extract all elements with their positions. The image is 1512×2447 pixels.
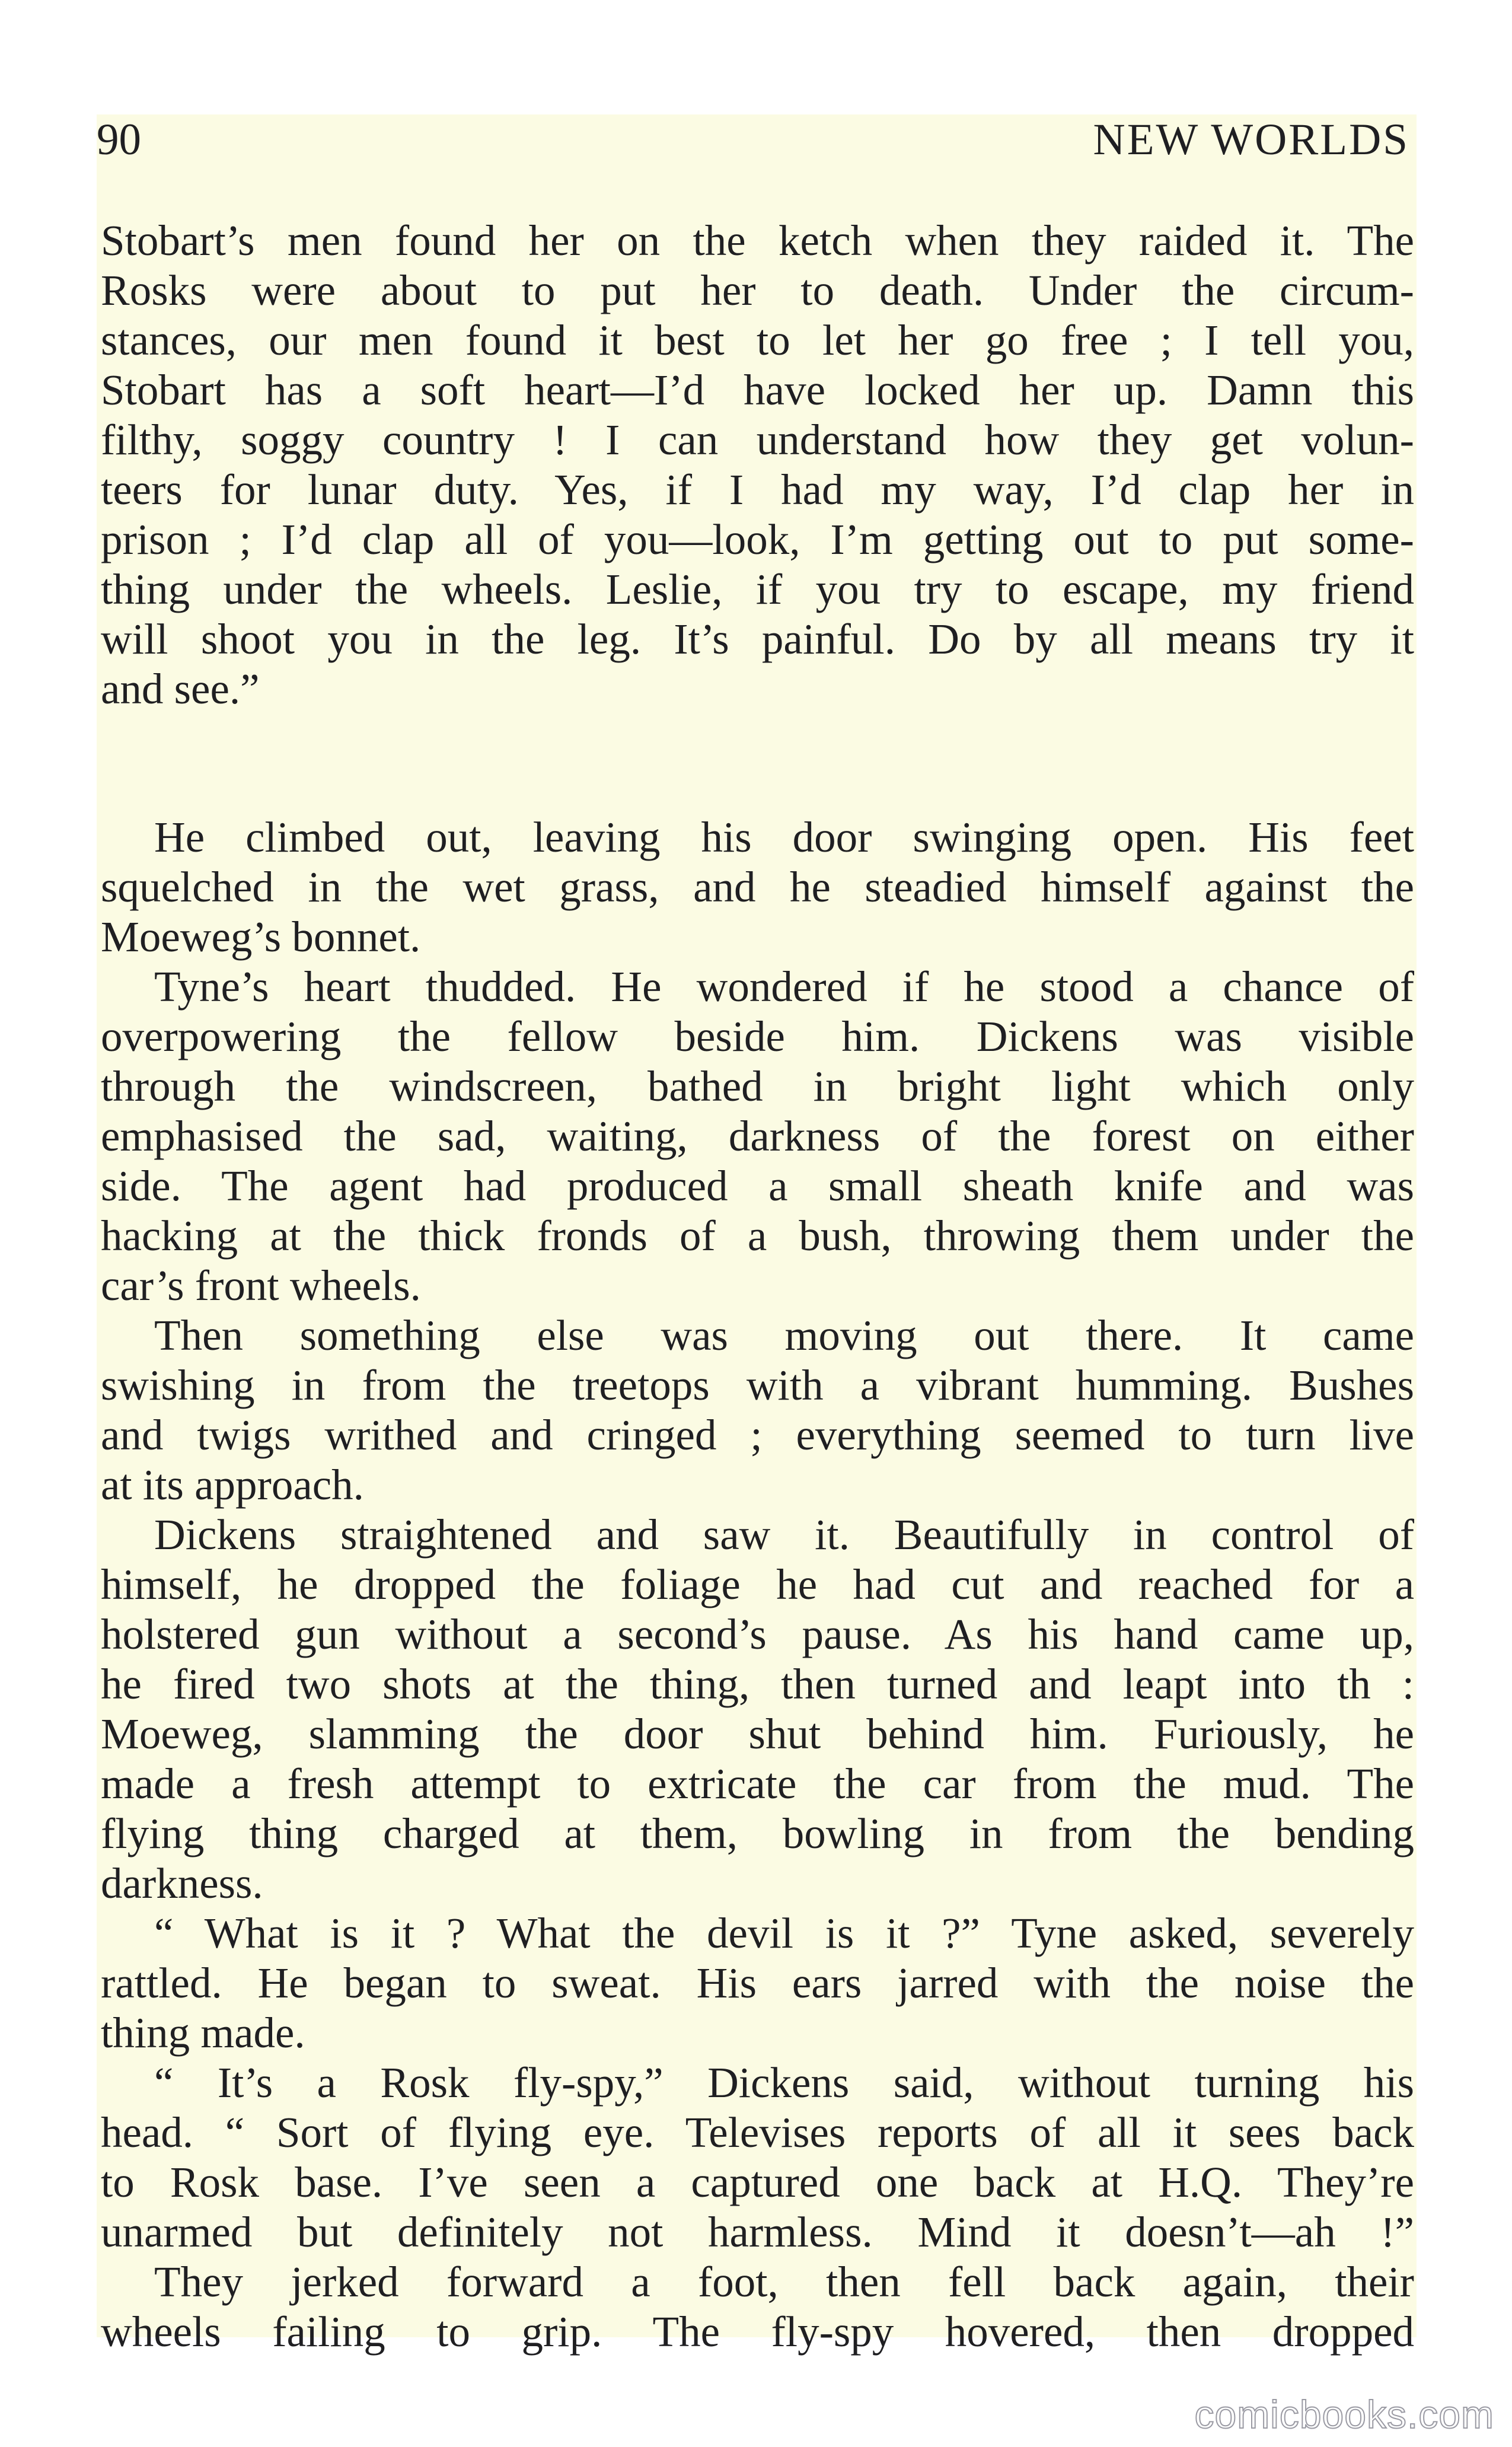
- text-line: at its approach.: [101, 1461, 364, 1509]
- running-head: [97, 116, 1417, 164]
- text-line: will shoot you in the leg. It’s painful. Do by all means try it: [101, 615, 1414, 663]
- text-line: Dickens straightened and saw it. Beautifully in control of: [154, 1511, 1414, 1559]
- text-line: squelched in the wet grass, and he steadied himself against the: [101, 863, 1414, 911]
- text-line: Moeweg’s bonnet.: [101, 913, 421, 961]
- text-line: thing under the wheels. Leslie, if you try to escape, my friend: [101, 565, 1414, 613]
- text-line: teers for lunar duty. Yes, if I had my way, I’d clap her in: [101, 466, 1414, 514]
- text-line: prison ; I’d clap all of you—look, I’m getting out to put some-: [101, 515, 1414, 563]
- page-number: 90: [97, 115, 141, 164]
- text-line: to Rosk base. I’ve seen a captured one back at H.Q. They’re: [101, 2158, 1414, 2206]
- text-line: and see.”: [101, 665, 260, 713]
- text-line: through the windscreen, bathed in bright light which only: [101, 1062, 1414, 1110]
- text-line: darkness.: [101, 1859, 263, 1907]
- text-line: wheels failing to grip. The fly-spy hovered, then dropped: [101, 2308, 1414, 2356]
- text-line: Stobart has a soft heart—I’d have locked her up. Damn this: [101, 366, 1414, 414]
- text-line: Tyne’s heart thudded. He wondered if he stood a chance of: [154, 963, 1414, 1011]
- text-line: filthy, soggy country ! I can understand how they get volun-: [101, 416, 1414, 464]
- text-line: swishing in from the treetops with a vibrant humming. Bushes: [101, 1361, 1414, 1409]
- text-line: stances, our men found it best to let her go free ; I tell you,: [101, 316, 1414, 364]
- text-line: made a fresh attempt to extricate the car from the mud. The: [101, 1760, 1414, 1808]
- text-line: thing made.: [101, 2009, 305, 2057]
- magazine-title: NEW WORLDS: [1093, 115, 1409, 164]
- text-line: “ It’s a Rosk fly-spy,” Dickens said, without turning his: [154, 2059, 1414, 2107]
- text-line: overpowering the fellow beside him. Dickens was visible: [101, 1012, 1414, 1060]
- text-line: himself, he dropped the foliage he had cut and reached for a: [101, 1560, 1414, 1608]
- text-line: car’s front wheels.: [101, 1261, 421, 1309]
- text-line: hacking at the thick fronds of a bush, throwing them under the: [101, 1212, 1414, 1260]
- text-line: head. “ Sort of flying eye. Televises reports of all it sees back: [101, 2108, 1414, 2156]
- text-line: Then something else was moving out there. It came: [154, 1311, 1414, 1359]
- text-line: unarmed but definitely not harmless. Mind it doesn’t—ah !”: [101, 2208, 1414, 2256]
- text-line: holstered gun without a second’s pause. As his hand came up,: [101, 1610, 1414, 1658]
- text-line: He climbed out, leaving his door swinging open. His feet: [154, 813, 1414, 861]
- text-line: Rosks were about to put her to death. Under the circum-: [101, 266, 1414, 314]
- watermark: comicbooks.com: [1194, 2392, 1494, 2436]
- text-line: They jerked forward a foot, then fell back again, their: [154, 2258, 1414, 2306]
- text-line: and twigs writhed and cringed ; everything seemed to turn live: [101, 1411, 1414, 1459]
- text-line: emphasised the sad, waiting, darkness of the forest on either: [101, 1112, 1414, 1160]
- text-line: “ What is it ? What the devil is it ?” Tyne asked, severely: [154, 1909, 1414, 1957]
- text-line: Moeweg, slamming the door shut behind him. Furiously, he: [101, 1710, 1414, 1758]
- text-line: Stobart’s men found her on the ketch when they raided it. The: [101, 216, 1414, 265]
- text-line: he fired two shots at the thing, then turned and leapt into th :: [101, 1660, 1414, 1708]
- text-line: rattled. He began to sweat. His ears jarred with the noise the: [101, 1959, 1414, 2007]
- text-line: side. The agent had produced a small sheath knife and was: [101, 1162, 1414, 1210]
- text-line: flying thing charged at them, bowling in from the bending: [101, 1809, 1414, 1857]
